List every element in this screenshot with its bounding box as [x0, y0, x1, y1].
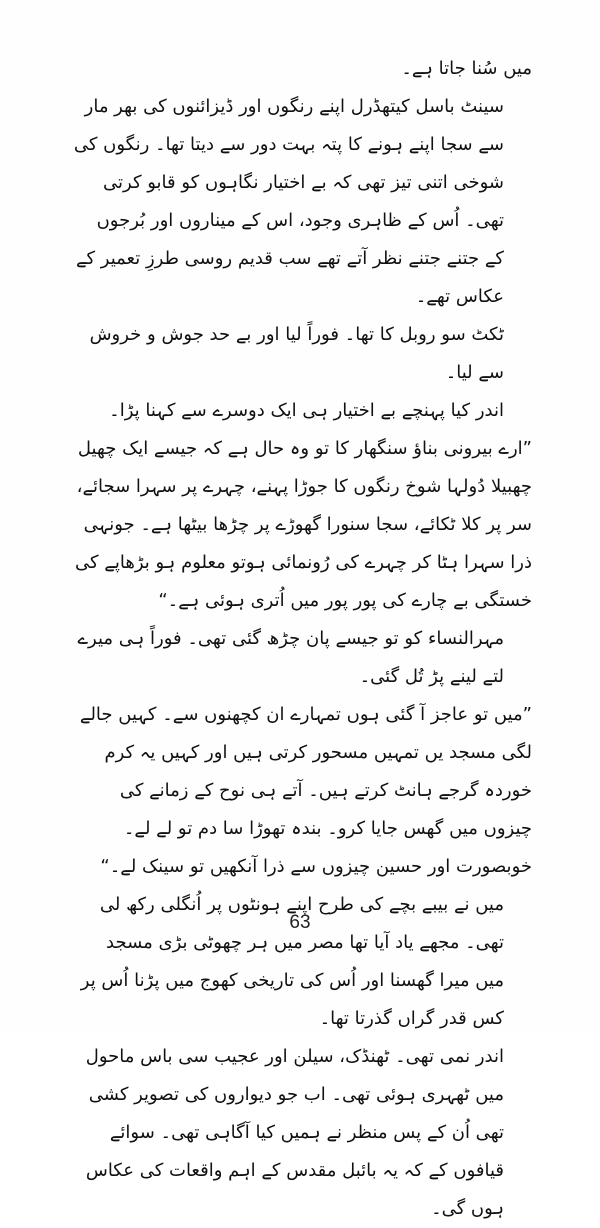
- page-number: 63: [289, 912, 311, 933]
- paragraph-memory-egypt: میں نے بیبے بچے کی طرح اپنے ہونٹوں پر اُنگلی رکھ لی تھی۔ مجھے یاد آیا تھا مصر میں ہر چھوٹی بڑی مسجد میں میرا گھسنا اور اُس کی تاریخی کھوج میں پڑنا اُس پر کس قدر گراں گذرتا تھا۔: [80, 894, 504, 1029]
- page-body-text: [72, 50, 532, 1228]
- paragraph-complaint-quote: ”میں تو عاجز آ گئی ہوں تمہارے ان کچھنوں سے۔ کہیں جالے لگی مسجد یں تمہیں مسحور کرتی ہیں اور کہیں یہ کرم خوردہ گرجے ہانٹ کرتے ہیں۔ آتے ہی نوح کے زمانے کی چیزوں میں گھس جایا کرو۔ بندہ تھوڑا سا دم تو لے لے۔ خوبصورت اور حسین چیزوں سے ذرا آنکھیں تو سینک لے۔“: [79, 704, 532, 877]
- paragraph-interior: اندر نمی تھی۔ ٹھنڈک، سیلن اور عجیب سی باس ماحول میں ٹھہری ہوئی تھی۔ اب جو دیواروں کی تصویر کشی تھی اُن کے پس منظر نے ہمیں کیا آگاہی تھی۔ سوائے قیافوں کے کہ یہ بائبل مقدس کے اہم واقعات کی عکاس ہوں گی۔: [85, 1046, 504, 1219]
- paragraph-ticket: ٹکٹ سو روبل کا تھا۔ فوراً لیا اور بے حد جوش و خروش سے لیا۔: [89, 324, 504, 383]
- paragraph-groom-quote: ”ارے بیرونی بناؤ سنگھار کا تو وہ حال ہے کہ جیسے ایک چھیل چھبیلا دُولہا شوخ رنگوں کا جوڑا پہنے، چہرے پر سہرا سجائے، سر پر کلا ٹکائے، سجا سنورا گھوڑے پر چڑھا بیٹھا ہے۔ جونہی ذرا سہرا ہٹا کر چہرے کی رُونمائی ہوتو معلوم ہو بڑھاپے کی خستگی بے چارے کی پور پور میں اُتری ہوئی ہے۔“: [75, 438, 532, 611]
- paragraph-continuation: میں سُنا جاتا ہے۔: [401, 58, 532, 79]
- paragraph-inside: اندر کیا پہنچے بے اختیار ہی ایک دوسرے سے کہنا پڑا۔: [109, 400, 504, 421]
- paragraph-mehrunnisa: مہرالنساء کو تو جیسے پان چڑھ گئی تھی۔ فوراً ہی میرے لتے لینے پڑ تُل گئی۔: [77, 628, 504, 687]
- paragraph-cathedral-description: سینٹ باسل کیتھڈرل اپنے رنگوں اور ڈیزائنوں کی بھر مار سے سجا اپنے ہونے کا پتہ بہت دور سے دیتا تھا۔ رنگوں کی شوخی اتنی تیز تھی کہ بے اختیار نگاہوں کو قابو کرتی تھی۔ اُس کے ظاہری وجود، اس کے میناروں اور بُرجوں کے جتنے جتنے نظر آتے تھے سب قدیم روسی طرزِ تعمیر کے عکاس تھے۔: [73, 96, 504, 307]
